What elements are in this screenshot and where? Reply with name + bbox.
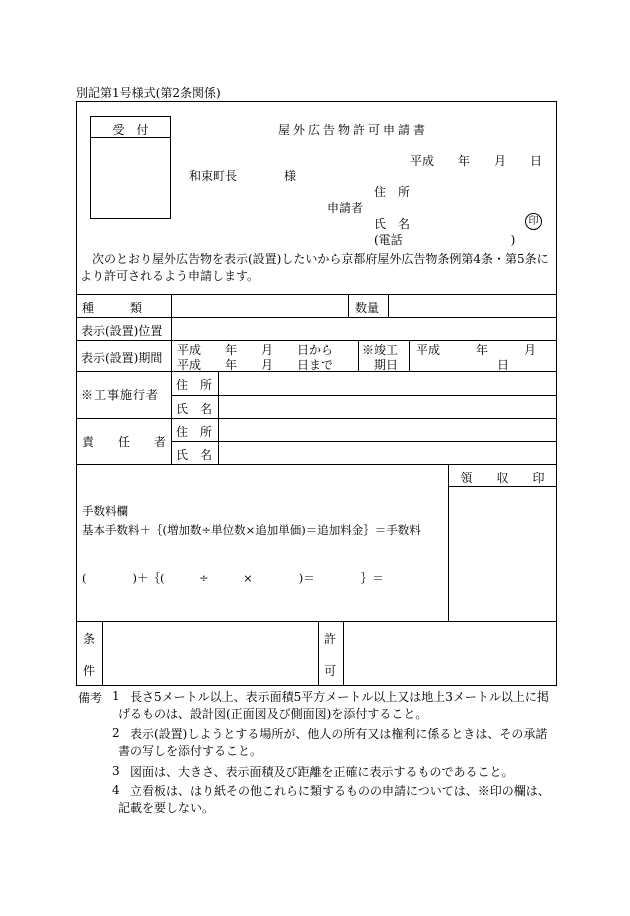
note-text: 立看板は、はり紙その他これらに類するものの申請については、※印の欄は、記載を要しない。 xyxy=(118,784,550,815)
contractor-name-label: 氏 名 xyxy=(176,402,213,416)
responsible-label: 責 任 者 xyxy=(82,435,173,449)
row-line xyxy=(76,464,557,465)
notes-label: 備考 xyxy=(78,691,103,705)
form-label: 別記第1号様式(第2条関係) xyxy=(76,86,221,100)
contractor-address-label: 住 所 xyxy=(176,378,213,392)
col-line xyxy=(218,371,219,464)
period-from: 平成 年 月 日から xyxy=(177,343,334,357)
col-line xyxy=(448,464,449,621)
application-date: 平成 年 月 日 xyxy=(410,154,543,168)
form-title: 屋外広告物許可申請書 xyxy=(278,123,429,137)
col-line xyxy=(358,340,359,371)
row-line xyxy=(76,621,557,622)
note-text: 図面は、大きさ、表示面積及び距離を正確に表示するものであること。 xyxy=(130,765,514,779)
note-number: 4 xyxy=(112,783,120,797)
completion-label: ※竣工 xyxy=(362,343,399,357)
fee-formula: 基本手数料＋｛(増加数÷単位数×追加単価)＝追加料金｝＝手数料 xyxy=(82,523,421,537)
completion-date-line2: 日 xyxy=(497,358,510,372)
row-line xyxy=(76,294,557,295)
row-line xyxy=(76,317,557,318)
type-label: 種 類 xyxy=(82,301,143,315)
row-line xyxy=(171,441,557,442)
col-line xyxy=(102,621,103,686)
col-line xyxy=(348,294,349,317)
completion-label-date: 期日 xyxy=(374,358,399,372)
col-line xyxy=(388,294,389,317)
note-number: 2 xyxy=(112,726,120,740)
applicant-name-label: 氏 名 xyxy=(374,217,411,231)
fee-title: 手数料欄 xyxy=(82,504,128,518)
row-line xyxy=(76,418,557,419)
period-to: 平成 年 月 日まで xyxy=(177,358,334,372)
note-text: 表示(設置)しようとする場所が、他人の所有又は権利に係るときは、その承諾書の写しを添付すること。 xyxy=(118,727,548,758)
responsible-name-label: 氏 名 xyxy=(176,448,213,462)
note-number: 3 xyxy=(112,764,120,778)
applicant-label: 申請者 xyxy=(327,201,364,215)
request-text: 次のとおり屋外広告物を表示(設置)したいから京都府屋外広告物条例第4条・第5条により許可されるよう申請します。 xyxy=(80,252,549,283)
row-line xyxy=(448,486,557,487)
permit-label-1: 許 xyxy=(324,632,337,646)
completion-date-line1: 平成 年 月 xyxy=(416,343,537,357)
responsible-address-label: 住 所 xyxy=(176,425,213,439)
permit-label-2: 可 xyxy=(324,664,337,678)
applicant-phone: (電話 ) xyxy=(374,233,516,247)
period-label: 表示(設置)期間 xyxy=(81,351,163,365)
receipt-stamp-label: 領 収 印 xyxy=(460,471,545,485)
conditions-label-2: 件 xyxy=(83,664,96,678)
fee-calculation-blank: ( )＋｛( ÷ × )＝ ｝＝ xyxy=(82,571,384,585)
col-line xyxy=(343,621,344,686)
note-number: 1 xyxy=(112,689,120,703)
seal-mark: 印 xyxy=(525,213,542,230)
honorific: 様 xyxy=(284,169,297,183)
note-text: 長さ5メートル以上、表示面積5平方メートル以上又は地上3メートル以上に掲げるものは、設計図(正面図及び側面図)を添付すること。 xyxy=(118,690,549,721)
receipt-label: 受 付 xyxy=(112,123,149,137)
conditions-label-1: 条 xyxy=(83,632,96,646)
location-label: 表示(設置)位置 xyxy=(81,324,163,338)
quantity-label: 数量 xyxy=(355,301,380,315)
applicant-address-label: 住 所 xyxy=(374,185,411,199)
col-line xyxy=(318,621,319,686)
addressee: 和束町長 xyxy=(189,169,238,183)
contractor-label: ※工事施行者 xyxy=(81,388,160,402)
row-line xyxy=(171,395,557,396)
col-line xyxy=(409,340,410,371)
